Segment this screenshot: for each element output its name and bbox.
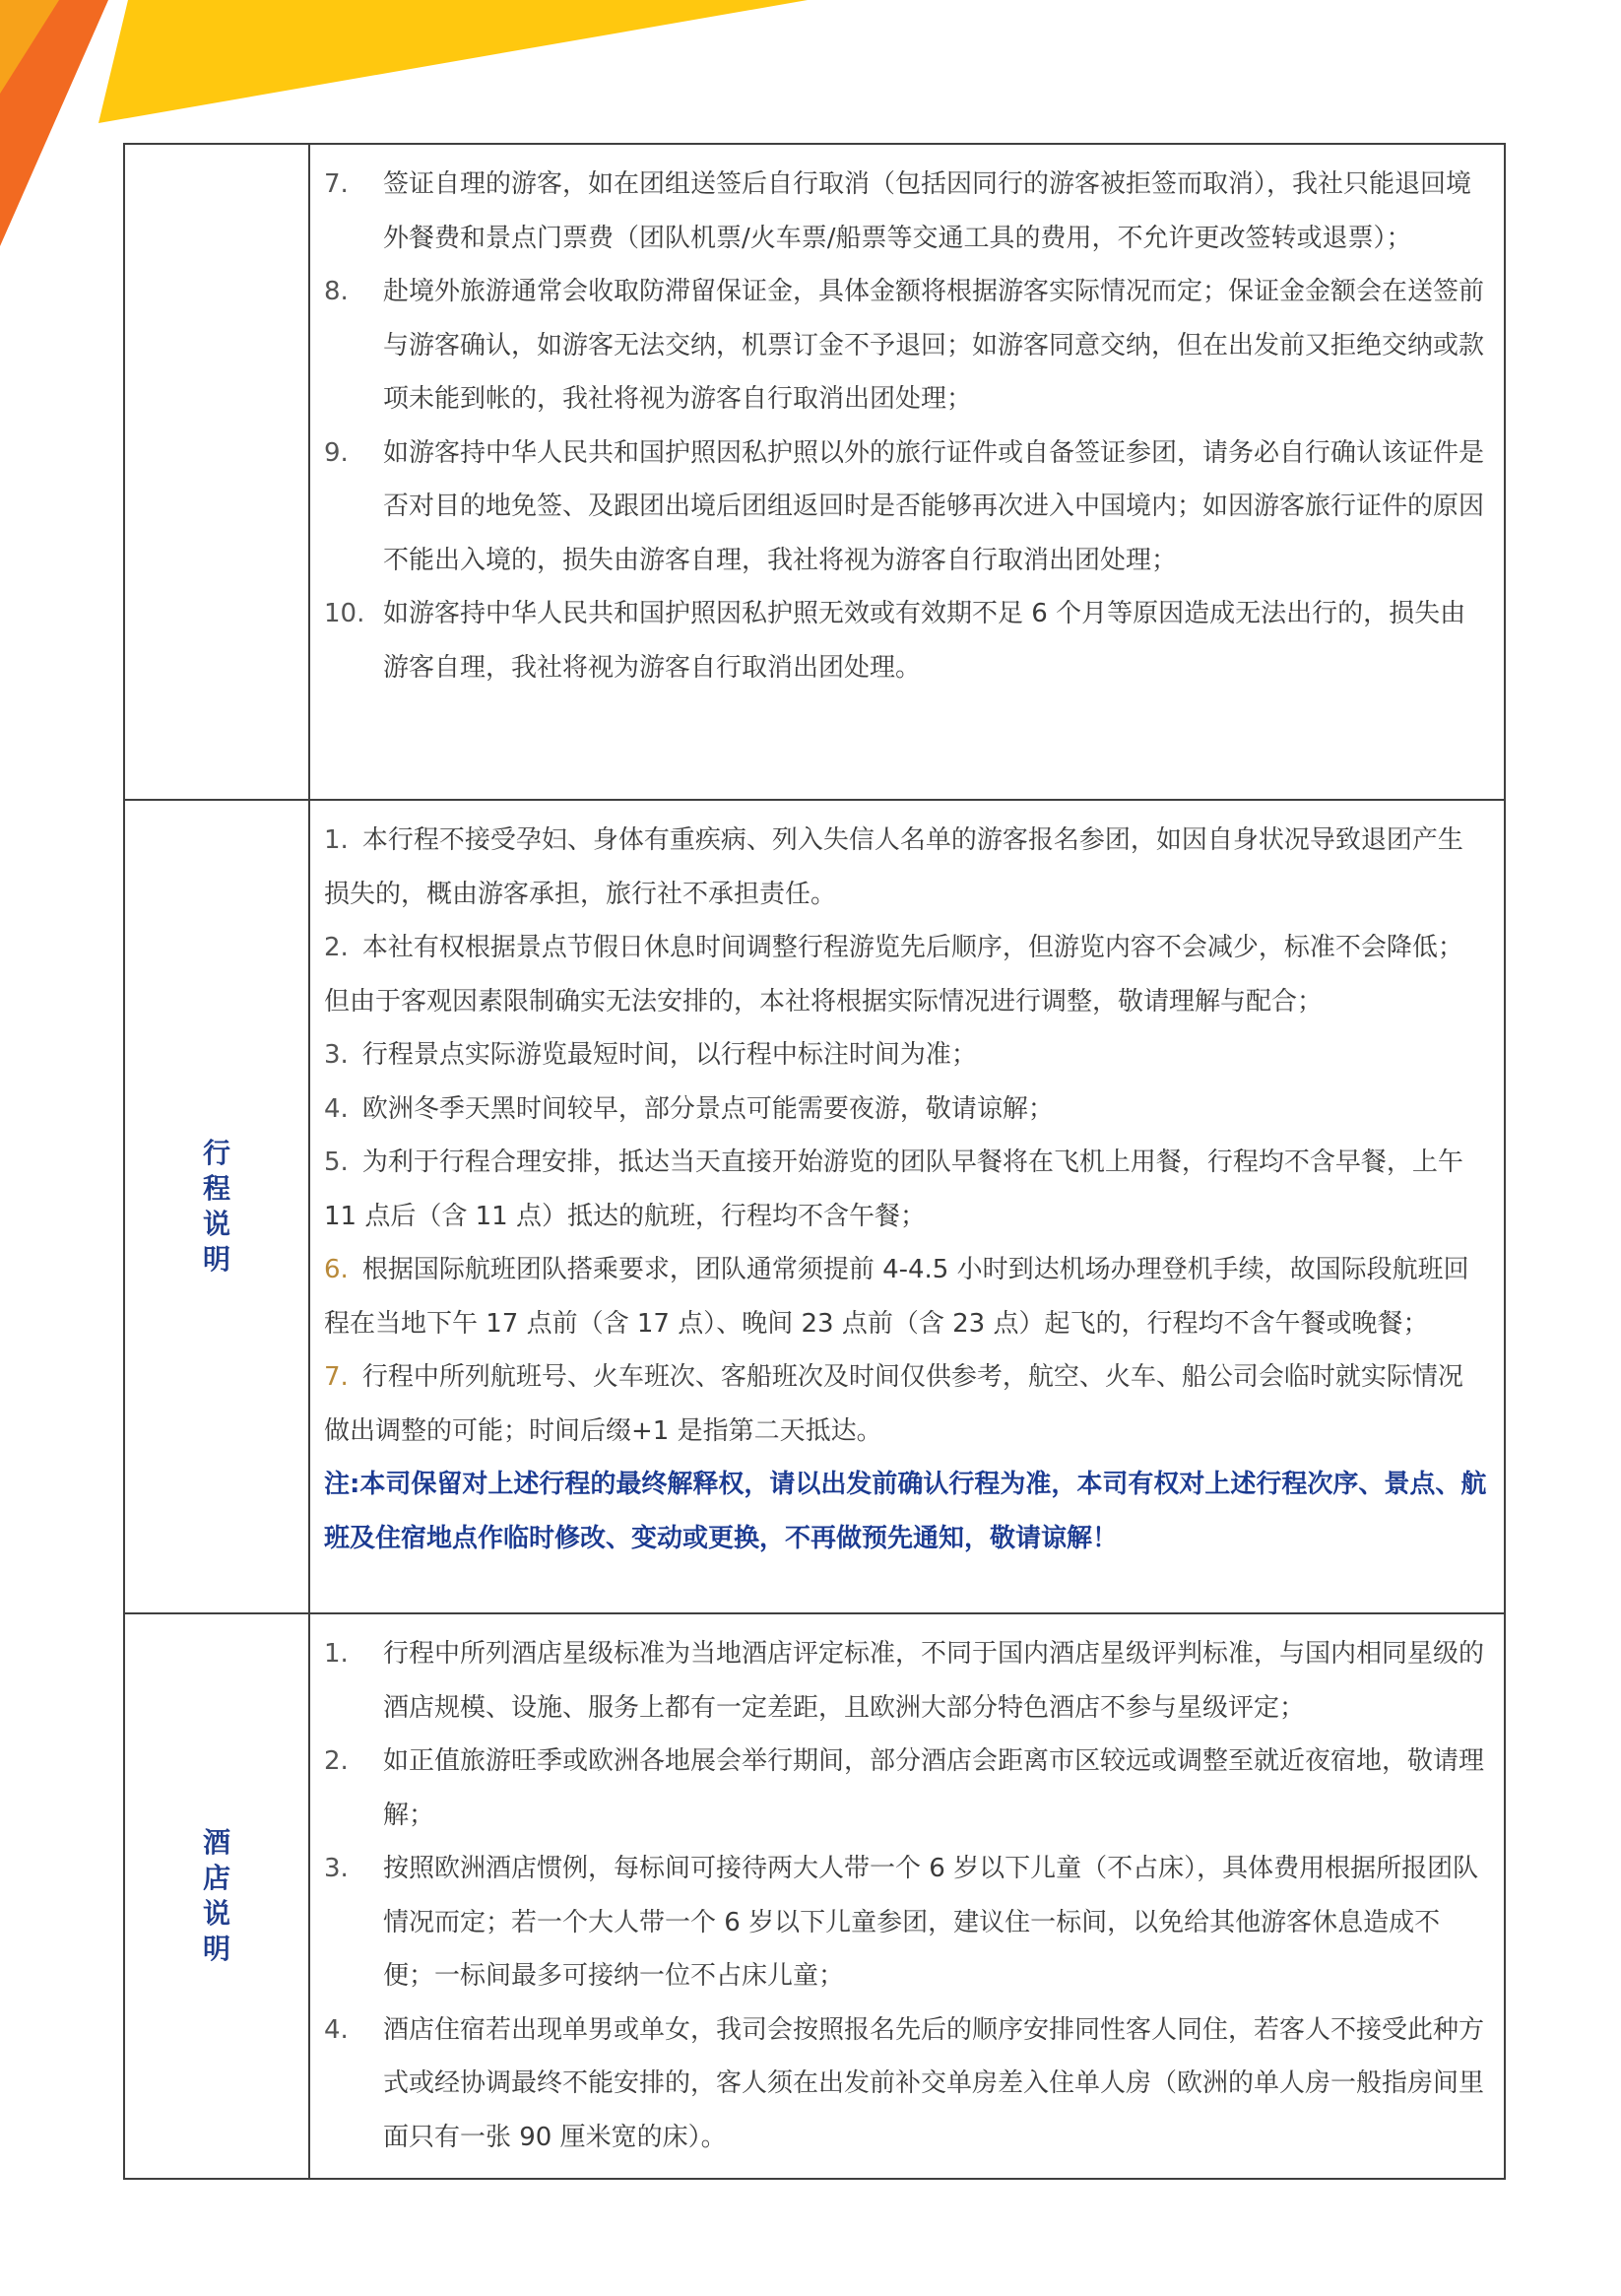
- item-number: 7.: [324, 169, 349, 199]
- itinerary-content-cell: [309, 800, 1505, 1613]
- item-number: 5.: [324, 1148, 349, 1177]
- item-text: 欧洲冬季天黑时间较早，部分景点可能需要夜游，敬请谅解；: [361, 1093, 1054, 1124]
- list-item: [324, 1735, 1488, 1842]
- itinerary-row: [124, 800, 1505, 1613]
- item-text: 根据国际航班团队搭乘要求，团队通常须提前 4-4.5 小时到达机场办理登机手续，故国际段航班回程在当地下午 17 点前（含 17 点）、晚间 23 点前（含 23 点）起飞的，行程均不含午餐或晚餐；: [324, 1255, 1469, 1339]
- item-text: 签证自理的游客，如在团组送签后自行取消（包括因同行的游客被拒签而取消），我社只能退回境外餐费和景点门票费（团队机票/火车票/船票等交通工具的费用，不允许更改签转或退票）；: [383, 169, 1472, 253]
- item-text: 如游客持中华人民共和国护照因私护照以外的旅行证件或自备签证参团，请务必自行确认该证件是否对目的地免签、及跟团出境后团组返回时是否能够再次进入中国境内；如因游客旅行证件的原因不能出入境的，损失由游客自理，我社将视为游客自行取消出团处理；: [383, 437, 1485, 575]
- list-item: [324, 1028, 1488, 1082]
- item-text: 行程中所列航班号、火车班次、客船班次及时间仅供参考，航空、火车、船公司会临时就实际情况做出调整的可能；时间后缀+1 是指第二天抵达。: [324, 1362, 1463, 1446]
- item-number: 2.: [324, 1746, 349, 1776]
- item-number: 1.: [324, 1639, 349, 1669]
- item-text: 按照欧洲酒店惯例，每标间可接待两大人带一个 6 岁以下儿童（不占床），具体费用根据所报团队情况而定；若一个大人带一个 6 岁以下儿童参团，建议住一标间，以免给其他游客休息造成不便；一标间最多可接纳一位不占床儿童；: [383, 1854, 1479, 1991]
- item-text: 行程中所列酒店星级标准为当地酒店评定标准，不同于国内酒店星级评判标准，与国内相同星级的酒店规模、设施、服务上都有一定差距，且欧洲大部分特色酒店不参与星级评定；: [383, 1639, 1485, 1723]
- item-number: 1.: [324, 825, 349, 855]
- hotel-content-cell: [309, 1613, 1505, 2179]
- yellow-stripe: [98, 0, 808, 123]
- item-text: 行程景点实际游览最短时间，以行程中标注时间为准；: [361, 1040, 977, 1070]
- item-text: 如正值旅游旺季或欧洲各地展会举行期间，部分酒店会距离市区较远或调整至就近夜宿地，敬请理解；: [383, 1746, 1485, 1830]
- item-number: 3.: [324, 1854, 349, 1883]
- visa-row: [124, 144, 1505, 800]
- list-item: [324, 587, 1488, 694]
- section-label: 行程说明: [202, 1137, 230, 1276]
- item-text: 本社有权根据景点节假日休息时间调整行程游览先后顺序，但游览内容不会减少，标准不会降低；但由于客观因素限制确实无法安排的，本社将根据实际情况进行调整，敬请理解与配合；: [324, 933, 1463, 1017]
- item-text: 为利于行程合理安排，抵达当天直接开始游览的团队早餐将在飞机上用餐，行程均不含早餐，上午 11 点后（含 11 点）抵达的航班，行程均不含午餐；: [324, 1148, 1463, 1231]
- list-item: [324, 1082, 1488, 1137]
- list-item: [324, 1842, 1488, 2003]
- item-number: 3.: [324, 1040, 349, 1070]
- list-item: [324, 158, 1488, 265]
- list-item: [324, 921, 1488, 1028]
- item-number: 6.: [324, 1255, 349, 1284]
- list-item: [324, 1136, 1488, 1243]
- item-text: 赴境外旅游通常会收取防滞留保证金，具体金额将根据游客实际情况而定；保证金金额会在送签前与游客确认，如游客无法交纳，机票订金不予退回；如游客同意交纳，但在出发前又拒绝交纳或款项未能到帐的，我社将视为游客自行取消出团处理；: [383, 277, 1485, 414]
- list-item: [324, 814, 1488, 921]
- item-number: 2.: [324, 933, 349, 962]
- list-item: [324, 2003, 1488, 2165]
- list-item: [324, 265, 1488, 426]
- item-number: 9.: [324, 437, 349, 468]
- item-number: 7.: [324, 1362, 349, 1392]
- hotel-label-cell: [124, 1613, 309, 2179]
- visa-label-cell: [124, 144, 309, 800]
- list-item: [324, 1350, 1488, 1458]
- notes-table: [123, 143, 1506, 2180]
- item-number: 4.: [324, 2014, 349, 2045]
- list-item: [324, 1243, 1488, 1350]
- item-number: 10.: [324, 599, 365, 628]
- section-label: 酒店说明: [202, 1826, 230, 1965]
- disclaimer-note: 注:本司保留对上述行程的最终解释权，请以出发前确认行程为准，本司有权对上述行程次序、景点、航班及住宿地点作临时修改、变动或更换，不再做预先通知，敬请谅解！: [324, 1470, 1487, 1553]
- visa-content-cell: [309, 144, 1505, 800]
- item-text: 酒店住宿若出现单男或单女，我司会按照报名先后的顺序安排同性客人同住，若客人不接受此种方式或经协调最终不能安排的，客人须在出发前补交单房差入住单人房（欧洲的单人房一般指房间里面只有一张 90 厘米宽的床）。: [383, 2014, 1485, 2152]
- item-text: 如游客持中华人民共和国护照因私护照无效或有效期不足 6 个月等原因造成无法出行的，损失由游客自理，我社将视为游客自行取消出团处理。: [383, 599, 1466, 683]
- list-item: [324, 1627, 1488, 1735]
- item-text: 本行程不接受孕妇、身体有重疾病、列入失信人名单的游客报名参团，如因自身状况导致退团产生损失的，概由游客承担，旅行社不承担责任。: [324, 825, 1463, 909]
- item-number: 4.: [324, 1093, 349, 1124]
- list-item: [324, 426, 1488, 588]
- itinerary-label-cell: [124, 800, 309, 1613]
- hotel-row: [124, 1613, 1505, 2179]
- item-number: 8.: [324, 277, 349, 306]
